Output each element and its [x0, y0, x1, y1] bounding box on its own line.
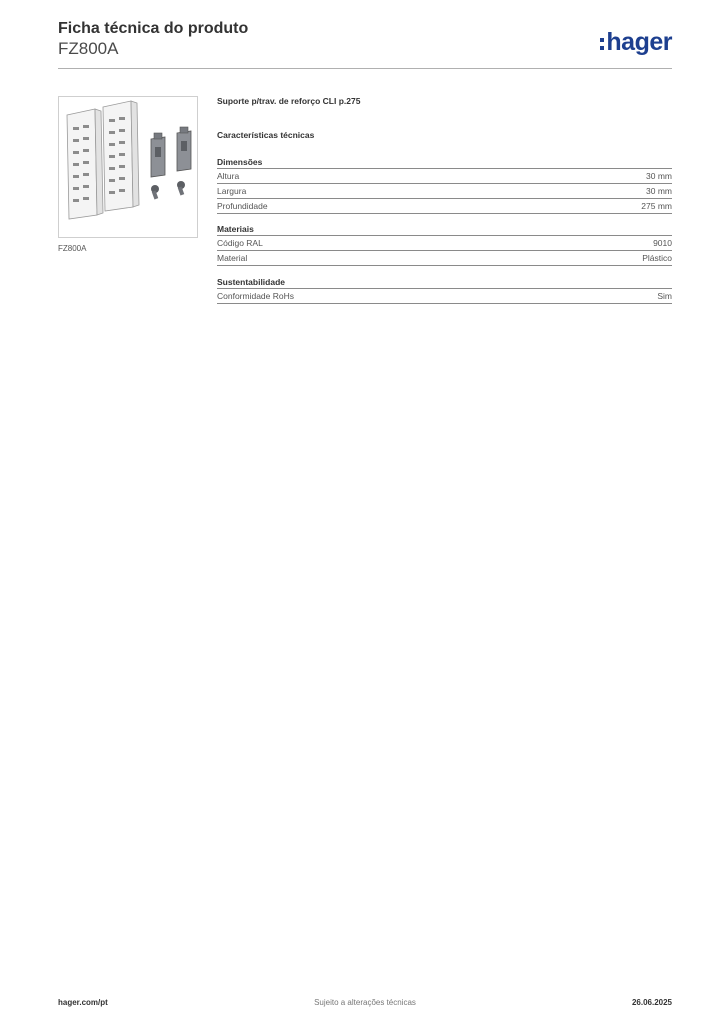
image-caption: FZ800A [58, 244, 87, 253]
footer-website-link[interactable]: hager.com/pt [58, 998, 108, 1007]
logo-text: hager [606, 27, 672, 56]
spec-label: Altura [217, 171, 240, 181]
spec-row-height [217, 169, 672, 184]
spec-row-depth [217, 199, 672, 214]
product-code: FZ800A [58, 39, 119, 58]
spec-row-width [217, 184, 672, 199]
product-illustration [59, 97, 197, 237]
product-name: Suporte p/trav. de reforço CLI p.275 [217, 96, 361, 106]
spec-row-material [217, 251, 672, 266]
spec-value: Sim [657, 291, 672, 301]
page-title: Ficha técnica do produto [58, 20, 249, 37]
page-footer [58, 998, 672, 1010]
spec-value: 30 mm [646, 171, 672, 181]
hager-logo [600, 28, 672, 56]
spec-label: Conformidade RoHs [217, 291, 295, 301]
spec-label: Largura [217, 186, 247, 196]
spec-value: Plástico [642, 253, 672, 263]
section-title: Materiais [217, 223, 672, 236]
spec-label: Código RAL [217, 238, 263, 248]
spec-row-ral-code [217, 236, 672, 251]
product-image [58, 96, 198, 238]
tech-characteristics-heading: Características técnicas [217, 130, 315, 140]
section-sustainability [217, 276, 672, 304]
footer-notice: Sujeito a alterações técnicas [314, 998, 416, 1007]
page-header [58, 20, 672, 68]
spec-value: 9010 [653, 238, 672, 248]
spec-value: 30 mm [646, 186, 672, 196]
spec-value: 275 mm [641, 201, 672, 211]
footer-date: 26.06.2025 [631, 998, 672, 1007]
spec-label: Profundidade [217, 201, 268, 211]
logo-dots-icon [600, 38, 604, 50]
section-title: Dimensões [217, 156, 672, 169]
header-divider [58, 68, 672, 69]
spec-row-rohs [217, 289, 672, 304]
spec-label: Material [217, 253, 248, 263]
section-dimensions [217, 156, 672, 214]
section-title: Sustentabilidade [217, 276, 672, 289]
section-materials [217, 223, 672, 266]
